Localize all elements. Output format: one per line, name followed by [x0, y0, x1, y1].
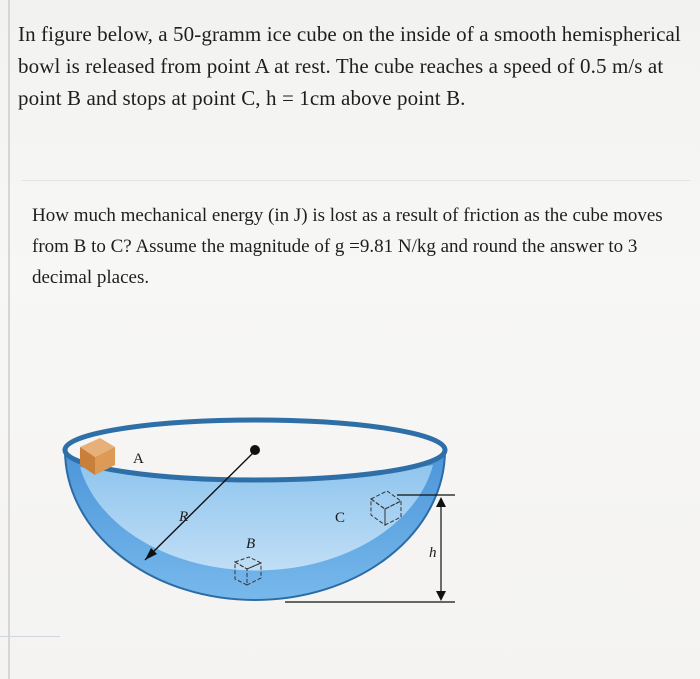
prompt-text: How much mechanical energy (in J) is lost as a result of friction as the cube moves from B to C? Assume the magnitude of g =9.81 N/kg and round the answer to 3 decimal places.	[32, 205, 663, 288]
height-arrow-up	[436, 497, 446, 507]
section-divider	[22, 180, 690, 181]
left-margin-rule	[8, 0, 10, 679]
label-a: A	[133, 451, 144, 467]
bowl-center-point	[250, 445, 260, 455]
height-arrow-down	[436, 591, 446, 601]
label-c: C	[335, 510, 346, 526]
prompt-text-block	[32, 200, 682, 293]
question-text: In figure below, a 50-gramm ice cube on the inside of a smooth hemispherical bowl is released from point A at rest. The cube reaches a speed of 0.5 m/s at point B and stops at point C, h = 1cm above point B.	[18, 22, 681, 110]
label-h: h	[429, 545, 437, 561]
question-text-block	[18, 18, 690, 114]
label-r: R	[179, 509, 189, 525]
bowl-diagram	[55, 405, 475, 620]
bottom-left-rule	[0, 636, 60, 637]
label-b: B	[246, 536, 256, 552]
hemispherical-bowl-figure	[55, 405, 475, 620]
